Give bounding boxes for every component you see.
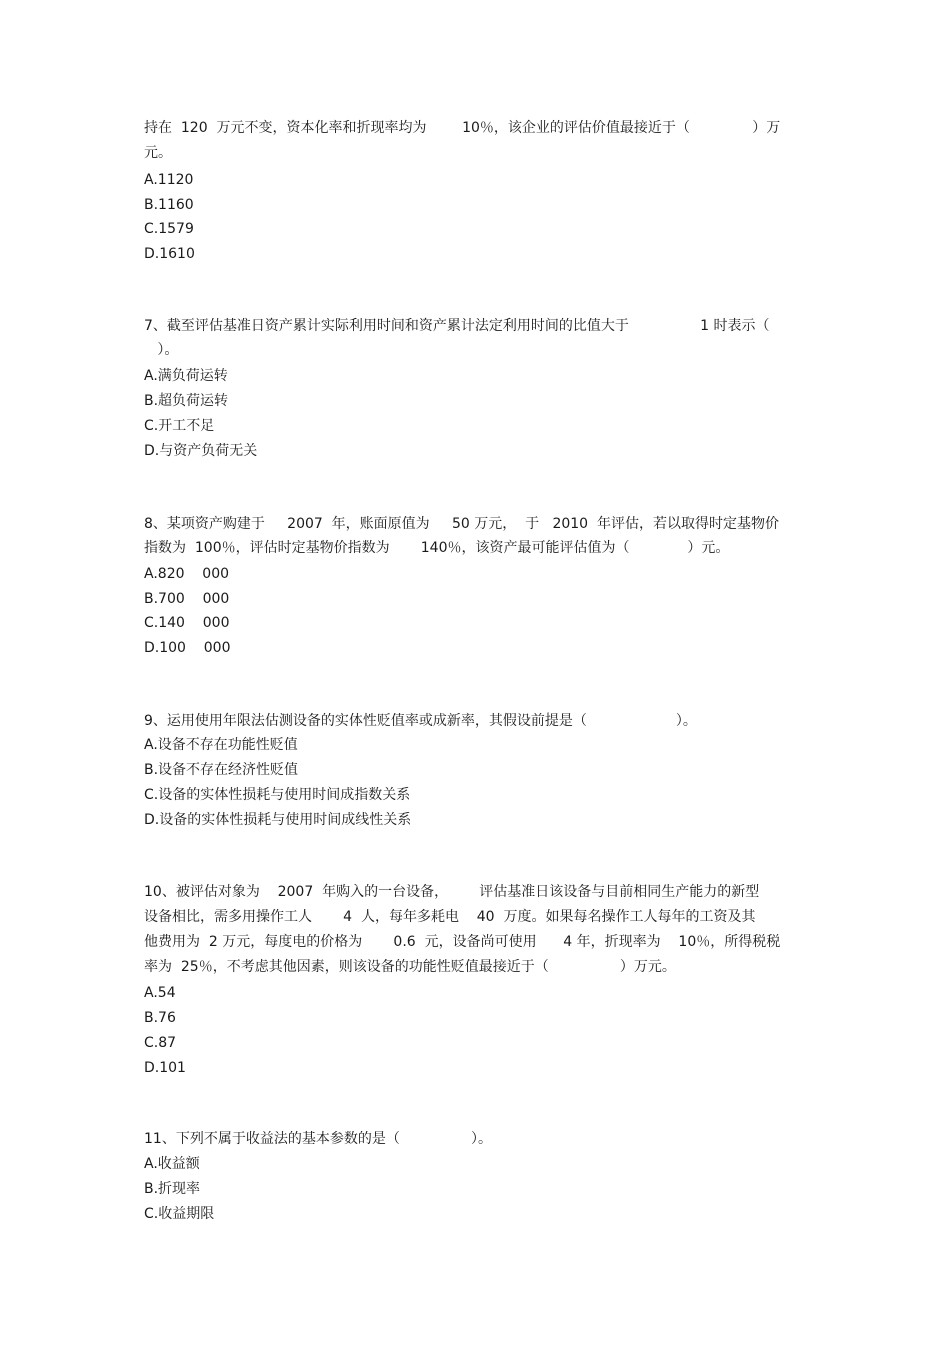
- question-6-text-line-2: 元。: [144, 145, 172, 161]
- question-9-option-d: D.设备的实体性损耗与使用时间成线性关系: [144, 812, 412, 828]
- question-10-option-d: D.101: [144, 1060, 186, 1076]
- question-8-option-a: A.820 000: [144, 566, 230, 582]
- question-6-option-a: A.1120: [144, 172, 194, 188]
- question-9-option-a: A.设备不存在功能性贬值: [144, 737, 298, 753]
- question-7-text-line-2: ）。: [144, 342, 179, 358]
- question-11-option-c: C.收益期限: [144, 1206, 215, 1222]
- question-11-option-b: B.折现率: [144, 1181, 201, 1197]
- question-7-option-b: B.超负荷运转: [144, 393, 229, 409]
- question-8-text-line-1: 8、某项资产购建于 2007 年，账面原值为 50 万元， 于 2010 年评估，若以取得时定基物价: [144, 516, 779, 532]
- question-6-option-d: D.1610: [144, 246, 195, 262]
- question-9-text-line-1: 9、运用使用年限法估测设备的实体性贬值率或成新率，其假设前提是（ ）。: [144, 713, 697, 729]
- question-7-option-c: C.开工不足: [144, 418, 215, 434]
- question-9-option-c: C.设备的实体性损耗与使用时间成指数关系: [144, 787, 411, 803]
- question-10-text-line-2: 设备相比，需多用操作工人 4 人，每年多耗电 40 万度。如果每名操作工人每年的工资及其: [144, 909, 756, 925]
- question-10-text-line-4: 率为 25％，不考虑其他因素，则该设备的功能性贬值最接近于（ ）万元。: [144, 959, 676, 975]
- question-8-option-c: C.140 000: [144, 615, 230, 631]
- question-8-text-line-2: 指数为 100％，评估时定基物价指数为 140％，该资产最可能评估值为（ ）元。: [144, 540, 730, 556]
- question-7-option-a: A.满负荷运转: [144, 368, 228, 384]
- question-6-option-b: B.1160: [144, 197, 194, 213]
- question-7-text-line-1: 7、截至评估基准日资产累计实际利用时间和资产累计法定利用时间的比值大于 1 时表示（: [144, 318, 770, 334]
- question-10-text-line-1: 10、被评估对象为 2007 年购入的一台设备， 评估基准日该设备与目前相同生产能力的新型: [144, 884, 760, 900]
- question-10-option-b: B.76: [144, 1010, 176, 1026]
- question-8-option-d: D.100 000: [144, 640, 231, 656]
- question-10-option-a: A.54: [144, 985, 176, 1001]
- question-11-text-line-1: 11、下列不属于收益法的基本参数的是（ ）。: [144, 1131, 493, 1147]
- question-6-text-line-1: 持在 120 万元不变，资本化率和折现率均为 10％，该企业的评估价值最接近于（ ）万: [144, 120, 781, 136]
- question-9-option-b: B.设备不存在经济性贬值: [144, 762, 299, 778]
- question-10-text-line-3: 他费用为 2 万元，每度电的价格为 0.6 元，设备尚可使用 4 年，折现率为 10％，所得税税: [144, 934, 781, 950]
- question-10-option-c: C.87: [144, 1035, 177, 1051]
- question-7-option-d: D.与资产负荷无关: [144, 443, 258, 459]
- question-11-option-a: A.收益额: [144, 1156, 200, 1172]
- question-6-option-c: C.1579: [144, 221, 194, 237]
- question-8-option-b: B.700 000: [144, 591, 230, 607]
